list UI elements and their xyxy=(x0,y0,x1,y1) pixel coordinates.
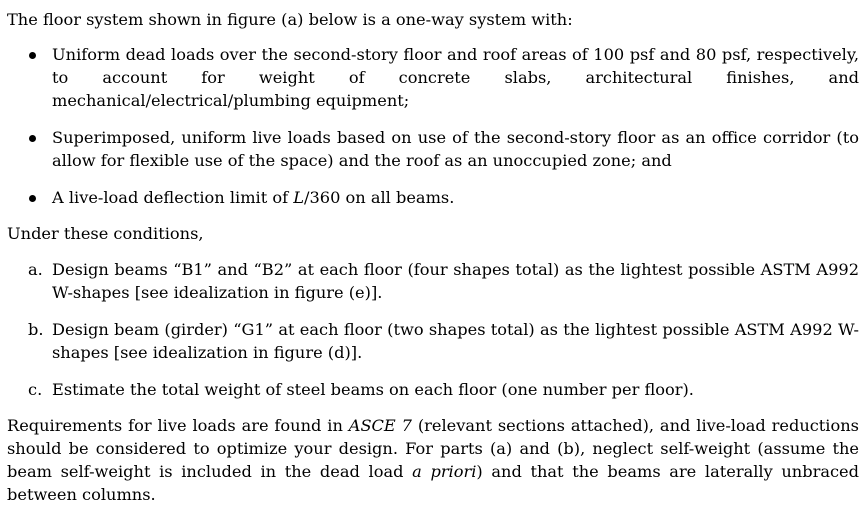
math-symbol: L xyxy=(293,188,305,207)
conditions-paragraph: Under these conditions, xyxy=(7,224,204,243)
part-text: Estimate the total weight of steel beams on each floor (one number per floor). xyxy=(52,380,694,399)
bullet-icon xyxy=(29,52,36,59)
bullet-text-post: /360 on all beams. xyxy=(304,188,455,207)
problem-statement xyxy=(7,8,859,506)
bullet-text-pre: A live-load deflection limit of xyxy=(52,188,294,207)
requirements-post: ) and that the beams are laterally unbraced between columns. xyxy=(7,462,859,504)
tasks-list xyxy=(7,258,859,401)
requirements-pre: Requirements for live loads are found in xyxy=(7,416,349,435)
list-item xyxy=(7,186,859,209)
list-item xyxy=(7,378,859,401)
apriori-term: a priori xyxy=(412,462,477,481)
standard-name: ASCE 7 xyxy=(348,416,412,435)
list-item xyxy=(7,258,859,304)
requirements-paragraph xyxy=(7,414,859,506)
bullet-icon xyxy=(29,195,36,202)
bullet-text: Superimposed, uniform live loads based on use of the second-story floor as an office corridor (to allow for flexible use of the space) and the roof as an unoccupied zone; and xyxy=(52,128,859,170)
list-item xyxy=(7,126,859,172)
list-item xyxy=(7,318,859,364)
part-marker: b. xyxy=(28,320,44,339)
list-item xyxy=(7,43,859,112)
intro-paragraph: The floor system shown in figure (a) below is a one-way system with: xyxy=(7,10,573,29)
part-marker: a. xyxy=(28,260,43,279)
part-text: Design beam (girder) “G1” at each floor (two shapes total) as the lightest possible ASTM A992 W-shapes [see idealization in figure (d)]. xyxy=(52,320,859,362)
load-conditions-list xyxy=(7,43,859,209)
bullet-icon xyxy=(29,135,36,142)
part-marker: c. xyxy=(28,380,43,399)
part-text: Design beams “B1” and “B2” at each floor (four shapes total) as the lightest possible ASTM A992 W-shapes [see idealization in figure (e)]. xyxy=(52,260,859,302)
requirements-mid: (relevant sections attached), and live-load reductions should be considered to optimize your design. For parts (a) and (b), neglect self-weight (assume the beam self-weight is included in the dead load xyxy=(7,416,859,481)
bullet-text: Uniform dead loads over the second-story floor and roof areas of 100 psf and 80 psf, respectively, to account for weight of concrete slabs, architectural finishes, and mechanical/electrical/plumbing equipment; xyxy=(52,45,859,110)
